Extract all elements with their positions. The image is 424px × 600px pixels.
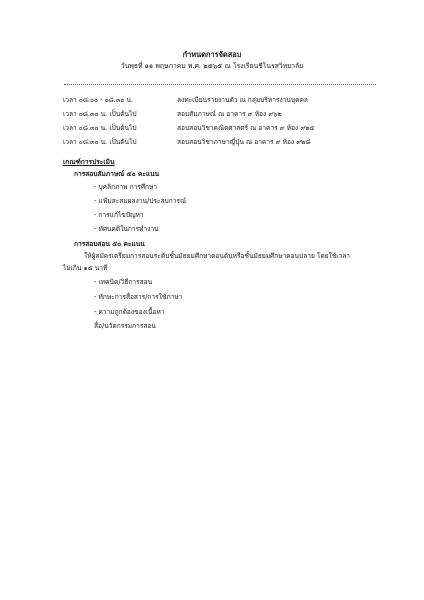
teaching-instruction-line1: ให้ผู้สมัครเตรียมการสอนระดับชั้นมัธยมศึกษาตอนต้นหรือชั้นมัธยมศึกษาตอนปลาย โดยใช้เวลา — [84, 252, 351, 260]
criteria-heading: เกณฑ์การประเมิน — [63, 158, 115, 166]
schedule-time-3: เวลา ๐๘.๓๐ น. เป็นต้นไป — [63, 124, 137, 132]
schedule-activity-4: สอบสอนวิชาภาษาญี่ปุ่น ณ อาคาร ๙ ห้อง ๙๒๘ — [177, 138, 311, 146]
interview-item-2: - แฟ้มสะสมผลงาน/ประสบการณ์ — [94, 197, 187, 205]
schedule-activity-3: สอบสอนวิชาคณิตศาสตร์ ณ อาคาร ๙ ห้อง ๙๒๕ — [177, 124, 315, 132]
document-title: กำหนดการจัดสอบ — [182, 50, 242, 59]
schedule-time-2: เวลา ๐๘.๓๐ น. เป็นต้นไป — [63, 110, 137, 118]
teaching-item-1: - เทคนิค/วิธีการสอน — [94, 278, 153, 286]
teaching-instruction-line2: ไม่เกิน ๑๕ นาที — [63, 264, 108, 272]
teaching-heading: การสอบสอน ๕๐ คะแนน — [74, 240, 145, 248]
schedule-time-4: เวลา ๐๘.๓๐ น. เป็นต้นไป — [63, 138, 137, 146]
dotted-divider — [64, 84, 376, 85]
schedule-time-1: เวลา ๐๘.๐๐ - ๐๘.๓๐ น. — [63, 96, 134, 104]
interview-item-1: - บุคลิกภาพ การศึกษา — [94, 183, 158, 191]
teaching-item-3: - ความถูกต้องของเนื้อหา — [94, 308, 165, 316]
teaching-item-2: - ทักษะการสื่อสาร/การใช้ภาษา — [94, 293, 183, 301]
interview-heading: การสอบสัมภาษณ์ ๕๐ คะแนน — [74, 170, 160, 178]
interview-item-3: - การแก้ไขปัญหา — [94, 211, 144, 219]
document-subtitle: วันพุธที่ ๑๑ พฤษภาคม พ.ศ. ๒๕๖๕ ณ โรงเรียนชีโนรสวิทยาลัย — [120, 62, 304, 70]
teaching-item-4: สื่อ/นวัตกรรมการสอน — [94, 322, 156, 330]
schedule-activity-1: ลงทะเบียนรายงานตัว ณ กลุ่มบริหารงานบุคคล — [177, 96, 308, 104]
schedule-activity-2: สอบสัมภาษณ์ ณ อาคาร ๙ ห้อง ๙๖๒ — [177, 110, 282, 118]
interview-item-4: - ทัศนคติในการทำงาน — [94, 225, 159, 233]
